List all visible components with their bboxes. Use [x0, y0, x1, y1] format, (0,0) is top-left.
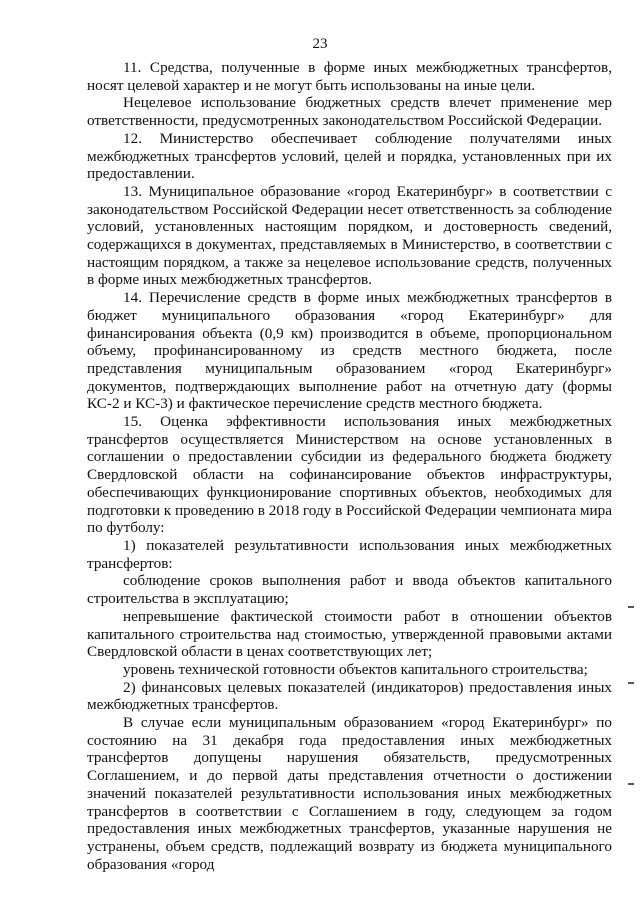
sub-item-readiness: уровень технической готовности объектов капитального строительства; — [123, 660, 588, 678]
list-item-1: 1) показателей результативности использования иных межбюджетных трансфертов: — [87, 536, 612, 572]
margin-mark — [628, 682, 634, 684]
margin-mark — [628, 606, 634, 608]
paragraph-15: 15. Оценка эффективности использования иных межбюджетных трансфертов осуществляется Министерством на основе установленных в соглашении о предоставлении субсидии из федерального бюджета бюджету Свердловской области на софинансирование объектов инфраструктуры, обеспечивающих функционирование спортивных объектов, необходимых для подготовки к проведению в 2018 году в Российской Федерации чемпионата мира по футболу: — [87, 413, 612, 537]
paragraph-13: 13. Муниципальное образование «город Екатеринбург» в соответствии с законодательством Российской Федерации несет ответственность за соблюдение условий, установленных настоящим порядком, и достоверность сведений, содержащихся в документах, представляемых в Министерство, в соответствии с настоящим порядком, а также за нецелевое использование средств, полученных в форме иных межбюджетных трансфертов. — [87, 182, 612, 289]
list-item-2: 2) финансовых целевых показателей (индикаторов) предоставления иных межбюджетных трансфертов. — [87, 678, 612, 714]
sub-item-deadlines: соблюдение сроков выполнения работ и ввода объектов капитального строительства в эксплуатацию; — [87, 572, 612, 608]
page-number: 23 — [312, 36, 328, 52]
sub-item-cost: непревышение фактической стоимости работ в отношении объектов капитального строительства над стоимостью, утвержденной правовыми актами Свердловской области в ценах соответствующих лет; — [87, 607, 612, 661]
paragraph-11-misuse: Нецелевое использование бюджетных средств влечет применение мер ответственности, предусмотренных законодательством Российской Федерации. — [87, 94, 612, 130]
paragraph-11: 11. Средства, полученные в форме иных межбюджетных трансфертов, носят целевой характер и не могут быть использованы на иные цели. — [87, 59, 612, 94]
document-body — [87, 59, 612, 873]
paragraph-violation: В случае если муниципальным образованием «город Екатеринбург» по состоянию на 31 декабря года предоставления иных межбюджетных трансфертов допущены нарушения обязательств, предусмотренных Соглашением, и до первой даты представления отчетности о достижении значений показателей результативности использования иных межбюджетных трансфертов в соответствии с Соглашением в году, следующем за годом предоставления иных межбюджетных трансфертов, указанные нарушения не устранены, объем средств, подлежащий возврату из бюджета муниципального образования «город — [87, 714, 612, 873]
paragraph-12: 12. Министерство обеспечивает соблюдение получателями иных межбюджетных трансфертов условий, целей и порядка, установленных при их предоставлении. — [87, 129, 612, 183]
margin-mark — [628, 783, 634, 785]
paragraph-14: 14. Перечисление средств в форме иных межбюджетных трансфертов в бюджет муниципального образования «город Екатеринбург» для финансирования объекта (0,9 км) производится в объеме, пропорциональном объему, профинансированному из средств местного бюджета, после представления муниципальным образованием «город Екатеринбург» документов, подтверждающих выполнение работ на отчетную дату (формы КС-2 и КС-3) и фактическое перечисление средств местного бюджета. — [87, 289, 612, 413]
